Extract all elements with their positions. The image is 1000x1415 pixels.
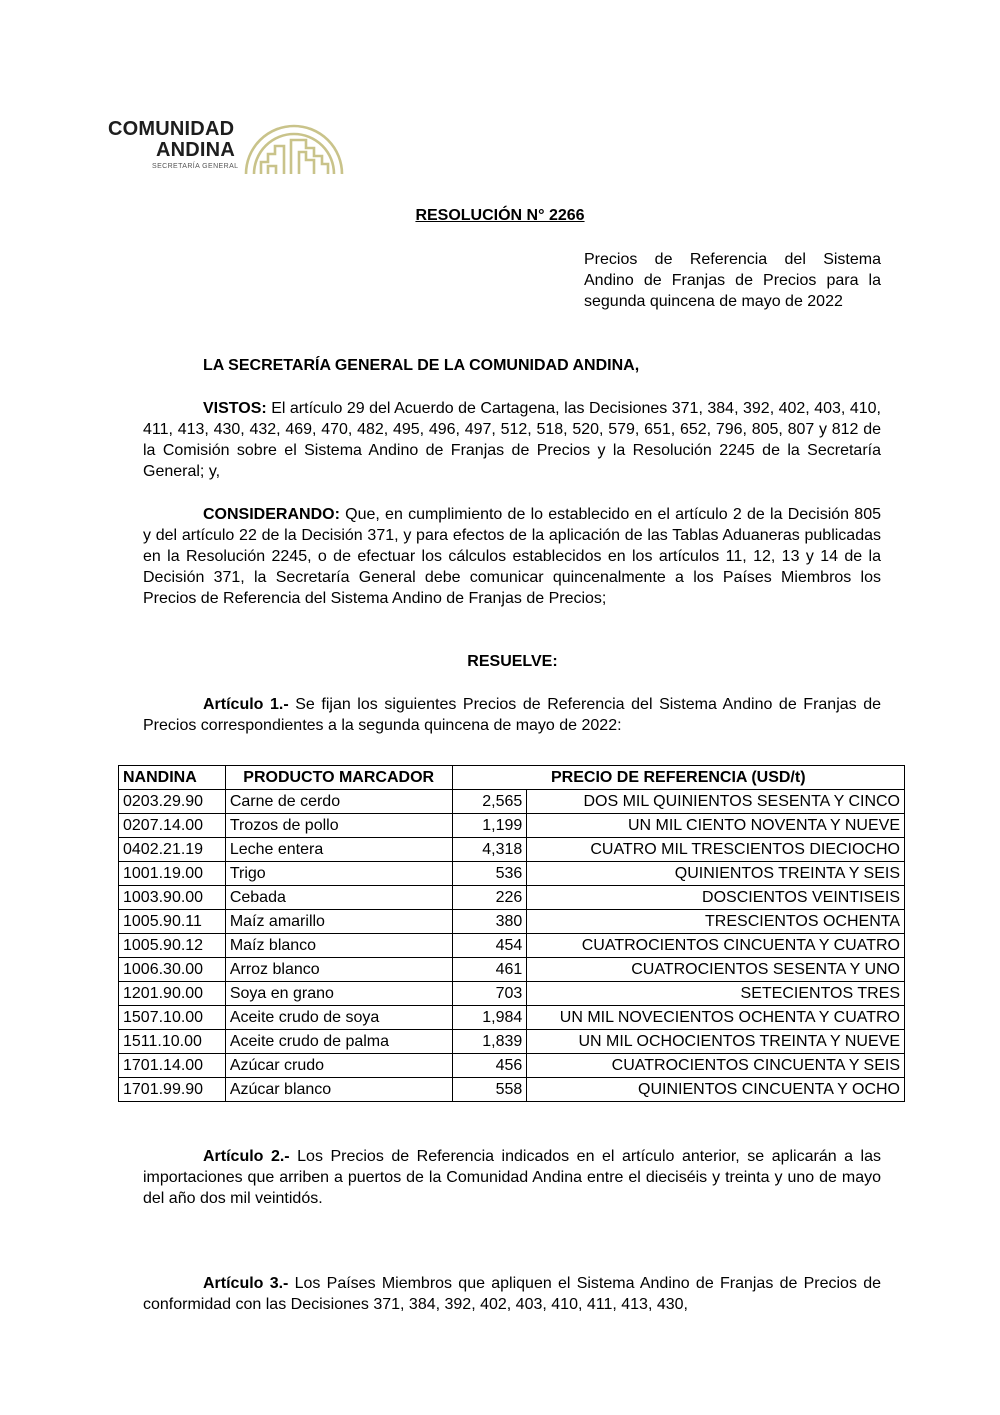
articulo-1-label: Artículo 1.- <box>203 696 289 713</box>
cell-precio: 456 <box>452 1054 527 1078</box>
cell-nandina: 1701.99.90 <box>119 1078 226 1102</box>
andean-stepped-arch-icon <box>244 118 344 176</box>
comunidad-andina-logo <box>108 118 348 178</box>
logo-line-2: ANDINA <box>156 139 235 161</box>
cell-producto: Aceite crudo de palma <box>225 1030 452 1054</box>
cell-precio: 1,199 <box>452 814 527 838</box>
considerando-text: Que, en cumplimiento de lo establecido en el artículo 2 de la Decisión 805 y del artículo 22 de la Decisión 371, y para efectos de la aplicación de las Tablas Aduaneras publicadas en la Resolución 2245, o de efectuar los cálculos establecidos en los artículos 11, 12, 13 y 14 de la Decisión 371, la Secretaría General debe comunicar quincenalmente a los Países Miembros los Precios de Referencia del Sistema Andino de Franjas de Precios; <box>143 506 881 607</box>
cell-producto: Carne de cerdo <box>225 790 452 814</box>
table-row <box>119 982 905 1006</box>
cell-nandina: 1701.14.00 <box>119 1054 226 1078</box>
cell-nandina: 1005.90.12 <box>119 934 226 958</box>
articulo-1-paragraph <box>143 694 881 736</box>
table-row <box>119 790 905 814</box>
table-row <box>119 958 905 982</box>
cell-nandina: 1511.10.00 <box>119 1030 226 1054</box>
vistos-text: El artículo 29 del Acuerdo de Cartagena, las Decisiones 371, 384, 392, 402, 403, 410, 411, 413, 430, 432, 469, 470, 482, 495, 496, 497, 512, 518, 520, 579, 651, 652, 796, 805, 807 y 812 de la Comisión sobre el Sistema Andino de Franjas de Precios y la Resolución 2245 de la Secretaría General; y, <box>143 400 881 480</box>
cell-producto: Azúcar blanco <box>225 1078 452 1102</box>
table-row <box>119 862 905 886</box>
cell-precio: 4,318 <box>452 838 527 862</box>
cell-nandina: 1006.30.00 <box>119 958 226 982</box>
cell-producto: Arroz blanco <box>225 958 452 982</box>
cell-precio-letras: UN MIL CIENTO NOVENTA Y NUEVE <box>527 814 905 838</box>
cell-precio-letras: TRESCIENTOS OCHENTA <box>527 910 905 934</box>
cell-precio-letras: DOS MIL QUINIENTOS SESENTA Y CINCO <box>527 790 905 814</box>
cell-precio-letras: DOSCIENTOS VEINTISEIS <box>527 886 905 910</box>
cell-precio: 1,984 <box>452 1006 527 1030</box>
table-row <box>119 886 905 910</box>
secretaria-heading <box>143 355 881 376</box>
cell-precio: 703 <box>452 982 527 1006</box>
table-header-row <box>119 766 905 790</box>
cell-nandina: 0203.29.90 <box>119 790 226 814</box>
vistos-label: VISTOS: <box>203 400 267 417</box>
cell-precio: 1,839 <box>452 1030 527 1054</box>
logo-line-3: SECRETARÍA GENERAL <box>152 163 239 170</box>
cell-nandina: 1201.90.00 <box>119 982 226 1006</box>
logo-line-1: COMUNIDAD <box>108 118 235 140</box>
cell-nandina: 0402.21.19 <box>119 838 226 862</box>
cell-producto: Leche entera <box>225 838 452 862</box>
considerando-label: CONSIDERANDO: <box>203 506 340 523</box>
vistos-paragraph <box>143 398 881 482</box>
table-row <box>119 1030 905 1054</box>
cell-precio: 226 <box>452 886 527 910</box>
table-row <box>119 1078 905 1102</box>
header-nandina: NANDINA <box>119 766 226 790</box>
cell-nandina: 1005.90.11 <box>119 910 226 934</box>
cell-precio-letras: CUATROCIENTOS SESENTA Y UNO <box>527 958 905 982</box>
cell-precio: 461 <box>452 958 527 982</box>
table-row <box>119 838 905 862</box>
table-row <box>119 934 905 958</box>
cell-producto: Trozos de pollo <box>225 814 452 838</box>
cell-precio: 380 <box>452 910 527 934</box>
cell-producto: Cebada <box>225 886 452 910</box>
header-precio: PRECIO DE REFERENCIA (USD/t) <box>452 766 904 790</box>
table-row <box>119 910 905 934</box>
articulo-2-text: Los Precios de Referencia indicados en el artículo anterior, se aplicarán a las importaciones que arriben a puertos de la Comunidad Andina entre el dieciséis y treinta y uno de mayo del año dos mil veintidós. <box>143 1148 882 1207</box>
articulo-3-paragraph <box>143 1273 881 1315</box>
cell-nandina: 1507.10.00 <box>119 1006 226 1030</box>
cell-producto: Azúcar crudo <box>225 1054 452 1078</box>
cell-producto: Trigo <box>225 862 452 886</box>
cell-precio-letras: CUATROCIENTOS CINCUENTA Y CUATRO <box>527 934 905 958</box>
cell-precio: 536 <box>452 862 527 886</box>
cell-precio-letras: CUATROCIENTOS CINCUENTA Y SEIS <box>527 1054 905 1078</box>
cell-precio-letras: UN MIL OCHOCIENTOS TREINTA Y NUEVE <box>527 1030 905 1054</box>
considerando-paragraph <box>143 504 881 609</box>
cell-precio: 2,565 <box>452 790 527 814</box>
cell-nandina: 1001.19.00 <box>119 862 226 886</box>
table-row <box>119 814 905 838</box>
articulo-2-label: Artículo 2.- <box>203 1148 290 1165</box>
articulo-2-paragraph <box>143 1146 881 1209</box>
articulo-1-text: Se fijan los siguientes Precios de Referencia del Sistema Andino de Franjas de Precios correspondientes a la segunda quincena de mayo de 2022: <box>143 696 882 734</box>
header-producto: PRODUCTO MARCADOR <box>225 766 452 790</box>
resuelve-heading: RESUELVE: <box>467 653 558 670</box>
table-row <box>119 1006 905 1030</box>
table-row <box>119 1054 905 1078</box>
reference-prices-table <box>118 765 905 1102</box>
cell-precio: 558 <box>452 1078 527 1102</box>
cell-precio-letras: QUINIENTOS CINCUENTA Y OCHO <box>527 1078 905 1102</box>
secretaria-text: LA SECRETARÍA GENERAL DE LA COMUNIDAD ANDINA, <box>203 357 640 374</box>
cell-precio-letras: SETECIENTOS TRES <box>527 982 905 1006</box>
resolution-title: RESOLUCIÓN N° 2266 <box>415 207 585 224</box>
cell-nandina: 1003.90.00 <box>119 886 226 910</box>
articulo-3-text: Los Países Miembros que apliquen el Sistema Andino de Franjas de Precios de conformidad con las Decisiones 371, 384, 392, 402, 403, 410, 411, 413, 430, <box>143 1275 882 1313</box>
cell-precio-letras: CUATRO MIL TRESCIENTOS DIECIOCHO <box>527 838 905 862</box>
cell-precio-letras: QUINIENTOS TREINTA Y SEIS <box>527 862 905 886</box>
articulo-3-label: Artículo 3.- <box>203 1275 289 1292</box>
cell-precio: 454 <box>452 934 527 958</box>
cell-precio-letras: UN MIL NOVECIENTOS OCHENTA Y CUATRO <box>527 1006 905 1030</box>
resolution-subject: Precios de Referencia del Sistema Andino de Franjas de Precios para la segunda quincena de mayo de 2022 <box>584 251 881 310</box>
cell-producto: Maíz blanco <box>225 934 452 958</box>
cell-nandina: 0207.14.00 <box>119 814 226 838</box>
cell-producto: Soya en grano <box>225 982 452 1006</box>
cell-producto: Aceite crudo de soya <box>225 1006 452 1030</box>
cell-producto: Maíz amarillo <box>225 910 452 934</box>
